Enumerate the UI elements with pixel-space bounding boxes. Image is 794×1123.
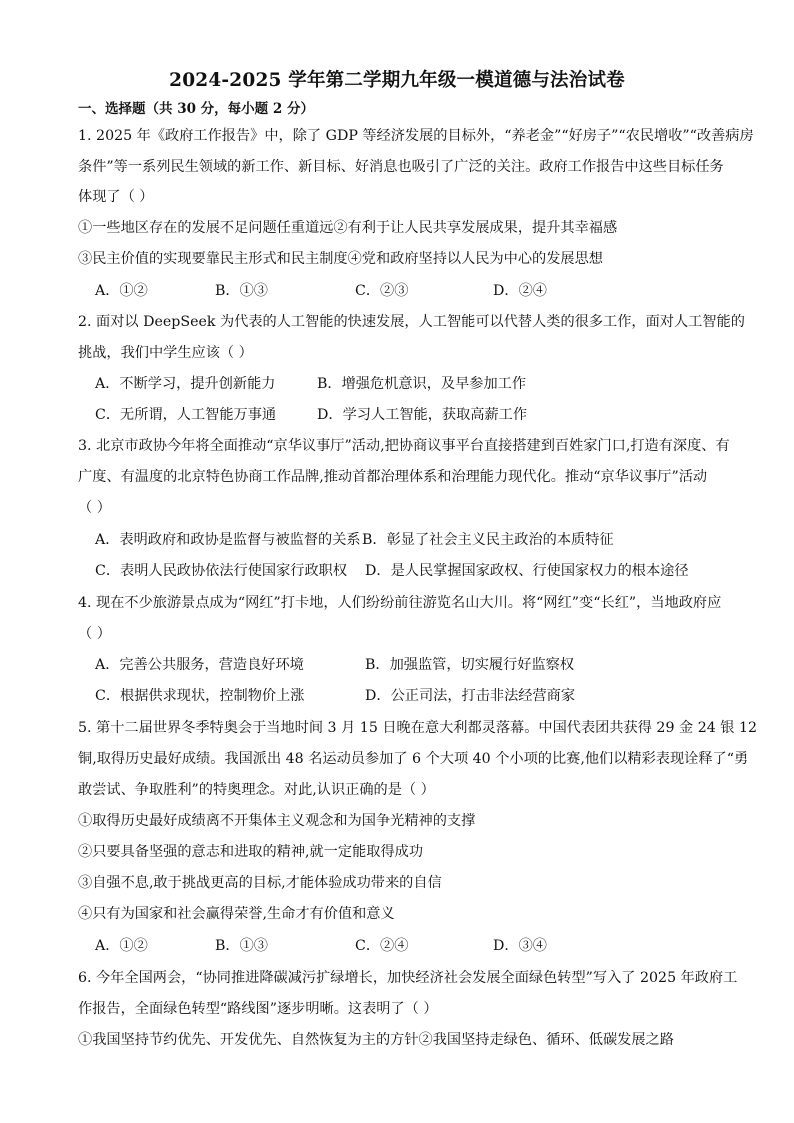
q6-statement-1-2: ①我国坚持节约优先、开发优先、自然恢复为主的方针②我国坚持走绿色、循环、低碳发展之路 [78,1032,674,1048]
q5-option-d: D．③④ [493,938,547,954]
q1-stem-line2: 条件”等一系列民生领域的新工作、新目标、好消息也吸引了广泛的关注。政府工作报告中这些目标任务 [78,159,724,175]
q1-option-a: A．①② [95,283,148,299]
q1-option-c: C．②③ [355,283,409,299]
q2-stem-line2: 挑战，我们中学生应该（ ） [78,345,253,361]
q3-stem-line3: （ ） [78,500,111,516]
q1-statement-3-4: ③民主价值的实现要靠民主形式和民主制度④党和政府坚持以人民为中心的发展思想 [78,251,603,267]
q3-option-d: D．是人民掌握国家政权、行使国家权力的根本途径 [365,563,689,579]
q5-statement-2: ②只要具备坚强的意志和进取的精神,就一定能取得成功 [78,844,424,860]
q3-option-c: C．表明人民政协依法行使国家行政职权 [95,563,348,579]
q5-option-b: B．①③ [215,938,268,954]
q1-option-b: B．①③ [215,283,268,299]
q1-statement-1-2: ①一些地区存在的发展不足问题任重道远②有利于让人民共享发展成果，提升其幸福感 [78,220,618,236]
q5-stem-line3: 敢尝试、争取胜利”的特奥理念。对此,认识正确的是（ ） [78,782,435,798]
q4-option-d: D．公正司法，打击非法经营商家 [365,688,576,704]
q5-stem-line1: 5. 第十二届世界冬季特奥会于当地时间 3 月 15 日晚在意大利都灵落幕。中国代表团共获得 29 金 24 银 12 [78,720,758,736]
exam-title: 2024-2025 学年第二学期九年级一模道德与法治试卷 [169,70,625,91]
section-heading: 一、选择题（共 30 分，每小题 2 分） [78,101,314,117]
q1-stem-line3: 体现了（ ） [78,189,154,205]
q1-stem-line1: 1. 2025 年《政府工作报告》中，除了 GDP 等经济发展的目标外，“养老金”“好房子”“农民增收”“改善病房 [78,128,754,144]
q4-option-a: A．完善公共服务，营造良好环境 [95,657,304,673]
q5-statement-3: ③自强不息,敢于挑战更高的目标,才能体验成功带来的自信 [78,875,442,891]
q6-stem-line1: 6. 今年全国两会，“协同推进降碳减污扩绿增长，加快经济社会发展全面绿色转型”写入了 2025 年政府工 [78,970,738,986]
q1-option-d: D．②④ [493,283,547,299]
q2-stem-line1: 2. 面对以 DeepSeek 为代表的人工智能的快速发展，人工智能可以代替人类的很多工作，面对人工智能的 [78,314,745,330]
q2-option-b: B．增强危机意识，及早参加工作 [317,376,527,392]
q5-statement-1: ①取得历史最好成绩离不开集体主义观念和为国争光精神的支撑 [78,813,476,829]
q4-option-c: C．根据供求现状，控制物价上涨 [95,688,305,704]
q4-stem-line1: 4. 现在不少旅游景点成为“网红”打卡地，人们纷纷前往游览名山大川。将“网红”变“长红”，当地政府应 [78,595,722,611]
q5-option-c: C．②④ [355,938,409,954]
q3-stem-line1: 3. 北京市政协今年将全面推动“京华议事厅”活动,把协商议事平台直接搭建到百姓家门口,打造有深度、有 [78,438,730,454]
q4-stem-line2: （ ） [78,626,111,642]
q5-option-a: A．①② [95,938,148,954]
q5-stem-line2: 铜,取得历史最好成绩。我国派出 48 名运动员参加了 6 个大项 40 个小项的比赛,他们以精彩表现诠释了“勇 [78,751,749,767]
q4-option-b: B．加强监管，切实履行好监察权 [365,657,575,673]
q2-option-c: C．无所谓，人工智能万事通 [95,407,277,423]
q3-stem-line2: 广度、有温度的北京特色协商工作品牌,推动首都治理体系和治理能力现代化。推动“京华议事厅”活动 [78,469,708,485]
q2-option-d: D．学习人工智能，获取高薪工作 [317,407,528,423]
q2-option-a: A．不断学习，提升创新能力 [95,376,276,392]
q3-option-b: B．彰显了社会主义民主政治的本质特征 [362,532,614,548]
q5-statement-4: ④只有为国家和社会赢得荣誉,生命才有价值和意义 [78,906,395,922]
q3-option-a: A．表明政府和政协是监督与被监督的关系 [95,532,361,548]
q6-stem-line2: 作报告，全面绿色转型“路线图”逐步明晰。这表明了（ ） [78,1001,438,1017]
